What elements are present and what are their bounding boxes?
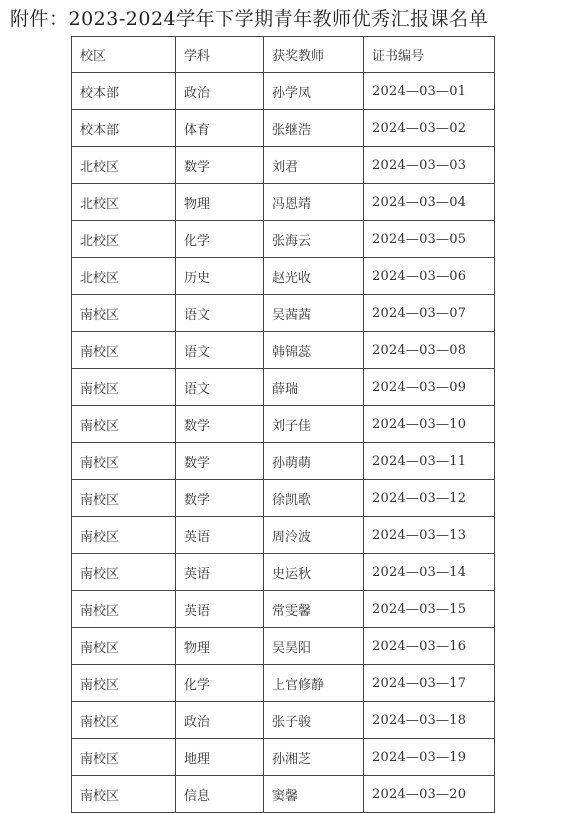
cell-teacher: 冯恩靖 [264, 184, 364, 221]
cell-campus: 北校区 [72, 147, 176, 184]
cell-certificate-number: 2024—03—07 [364, 295, 495, 332]
cell-certificate-number: 2024—03—05 [364, 221, 495, 258]
cell-teacher: 吴茜茜 [264, 295, 364, 332]
cell-certificate-number: 2024—03—08 [364, 332, 495, 369]
cell-teacher: 窦馨 [264, 776, 364, 813]
table-row [72, 406, 495, 443]
cell-certificate-number: 2024—03—02 [364, 110, 495, 147]
table-row [72, 369, 495, 406]
table-row [72, 295, 495, 332]
cell-subject: 政治 [176, 73, 264, 110]
cell-teacher: 韩锦蕊 [264, 332, 364, 369]
cell-subject: 语文 [176, 332, 264, 369]
cell-campus: 北校区 [72, 221, 176, 258]
table-row [72, 332, 495, 369]
cell-subject: 数学 [176, 147, 264, 184]
cell-subject: 信息 [176, 776, 264, 813]
table-row [72, 665, 495, 702]
table-row [72, 73, 495, 110]
cell-teacher: 吴昊阳 [264, 628, 364, 665]
cell-teacher: 史运秋 [264, 554, 364, 591]
cell-teacher: 孙湘芝 [264, 739, 364, 776]
cell-subject: 语文 [176, 295, 264, 332]
cell-certificate-number: 2024—03—06 [364, 258, 495, 295]
cell-certificate-number: 2024—03—13 [364, 517, 495, 554]
cell-certificate-number: 2024—03—16 [364, 628, 495, 665]
cell-teacher: 孙学凤 [264, 73, 364, 110]
cell-teacher: 徐凯歌 [264, 480, 364, 517]
cell-subject: 体育 [176, 110, 264, 147]
table-header-row [72, 37, 495, 73]
cell-teacher: 上官修静 [264, 665, 364, 702]
table-row [72, 258, 495, 295]
table-row [72, 591, 495, 628]
table-row [72, 480, 495, 517]
cell-teacher: 张子骏 [264, 702, 364, 739]
cell-subject: 数学 [176, 443, 264, 480]
cell-campus: 南校区 [72, 554, 176, 591]
cell-subject: 英语 [176, 554, 264, 591]
cell-campus: 南校区 [72, 332, 176, 369]
header-campus: 校区 [72, 37, 176, 73]
cell-teacher: 张继浩 [264, 110, 364, 147]
table-row [72, 147, 495, 184]
header-teacher: 获奖教师 [264, 37, 364, 73]
cell-campus: 南校区 [72, 665, 176, 702]
cell-certificate-number: 2024—03—03 [364, 147, 495, 184]
table-row [72, 443, 495, 480]
cell-certificate-number: 2024—03—14 [364, 554, 495, 591]
document-title: 附件：2023-2024学年下学期青年教师优秀汇报课名单 [10, 8, 489, 30]
cell-certificate-number: 2024—03—12 [364, 480, 495, 517]
cell-subject: 英语 [176, 517, 264, 554]
table-row [72, 628, 495, 665]
cell-campus: 南校区 [72, 443, 176, 480]
header-subject: 学科 [176, 37, 264, 73]
table-row [72, 776, 495, 813]
cell-certificate-number: 2024—03—04 [364, 184, 495, 221]
table-row [72, 554, 495, 591]
cell-teacher: 张海云 [264, 221, 364, 258]
cell-subject: 物理 [176, 628, 264, 665]
cell-campus: 南校区 [72, 739, 176, 776]
table-row [72, 221, 495, 258]
cell-subject: 数学 [176, 406, 264, 443]
cell-campus: 南校区 [72, 406, 176, 443]
cell-certificate-number: 2024—03—15 [364, 591, 495, 628]
cell-campus: 校本部 [72, 110, 176, 147]
cell-campus: 南校区 [72, 295, 176, 332]
cell-subject: 政治 [176, 702, 264, 739]
cell-teacher: 薛瑞 [264, 369, 364, 406]
cell-campus: 南校区 [72, 628, 176, 665]
table-row [72, 702, 495, 739]
cell-campus: 校本部 [72, 73, 176, 110]
cell-campus: 南校区 [72, 480, 176, 517]
cell-teacher: 赵光收 [264, 258, 364, 295]
cell-certificate-number: 2024—03—09 [364, 369, 495, 406]
cell-campus: 南校区 [72, 702, 176, 739]
cell-teacher: 周泠波 [264, 517, 364, 554]
table-row [72, 517, 495, 554]
cell-certificate-number: 2024—03—18 [364, 702, 495, 739]
cell-subject: 化学 [176, 221, 264, 258]
cell-campus: 北校区 [72, 258, 176, 295]
cell-campus: 北校区 [72, 184, 176, 221]
cell-certificate-number: 2024—03—10 [364, 406, 495, 443]
cell-subject: 数学 [176, 480, 264, 517]
cell-campus: 南校区 [72, 776, 176, 813]
table-row [72, 739, 495, 776]
cell-certificate-number: 2024—03—01 [364, 73, 495, 110]
cell-certificate-number: 2024—03—17 [364, 665, 495, 702]
cell-subject: 地理 [176, 739, 264, 776]
table-row [72, 110, 495, 147]
table-row [72, 184, 495, 221]
cell-teacher: 孙萌萌 [264, 443, 364, 480]
cell-campus: 南校区 [72, 517, 176, 554]
cell-teacher: 刘君 [264, 147, 364, 184]
cell-teacher: 常雯馨 [264, 591, 364, 628]
header-certificate-number: 证书编号 [364, 37, 495, 73]
cell-subject: 英语 [176, 591, 264, 628]
cell-certificate-number: 2024—03—19 [364, 739, 495, 776]
cell-campus: 南校区 [72, 591, 176, 628]
cell-subject: 历史 [176, 258, 264, 295]
cell-teacher: 刘子佳 [264, 406, 364, 443]
cell-subject: 化学 [176, 665, 264, 702]
cell-campus: 南校区 [72, 369, 176, 406]
cell-certificate-number: 2024—03—20 [364, 776, 495, 813]
award-roster-table [71, 36, 495, 813]
cell-subject: 语文 [176, 369, 264, 406]
cell-subject: 物理 [176, 184, 264, 221]
cell-certificate-number: 2024—03—11 [364, 443, 495, 480]
